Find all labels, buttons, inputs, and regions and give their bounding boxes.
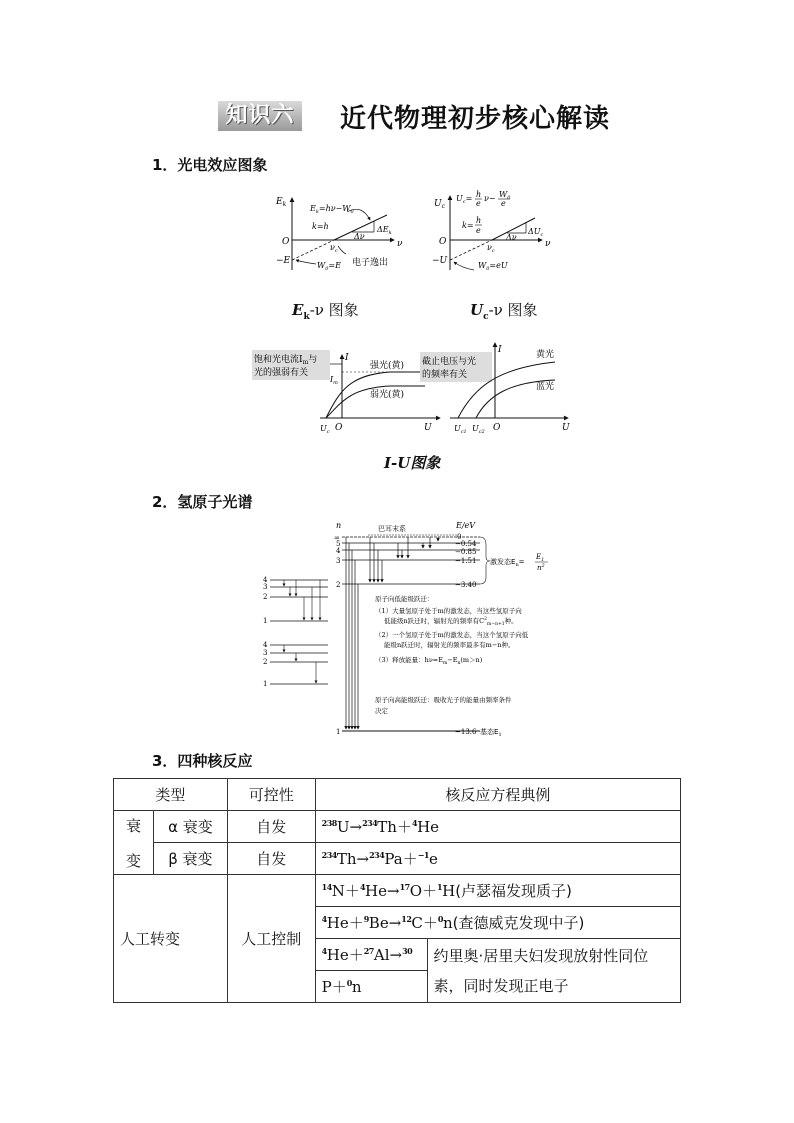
svg-text:h: h [476, 216, 482, 225]
blue-light-label: 蓝光 [536, 382, 555, 392]
uc-caption: $U_c-\nu$ 图象 [470, 301, 538, 322]
balmer-label: 巴耳末系 [378, 525, 406, 533]
curie-equation-part2: P＋$^0$n [315, 971, 427, 1003]
u-axis-label: U [424, 423, 432, 433]
svg-text:3: 3 [263, 583, 268, 591]
curie-equation-part1: $^4$He＋$^{27}$Al→$^{30}$ [315, 939, 427, 971]
delta-nu-label-2: Δν [506, 233, 517, 242]
hydrogen-level-diagram [258, 517, 558, 739]
section-heading-photoelectric: 1．光电效应图象 [152, 156, 268, 174]
table-row-beta [114, 843, 681, 875]
neg-u-label: −U [432, 256, 448, 266]
e-label: E/eV [456, 521, 476, 530]
beta-control: 自发 [227, 843, 315, 875]
origin-label-4: O [493, 423, 501, 433]
svg-text:决定: 决定 [375, 707, 388, 715]
lyman-arrows [346, 537, 358, 729]
weak-light-label: 弱光(黄) [370, 390, 405, 400]
svg-text:2: 2 [263, 593, 268, 601]
n-label: n [336, 521, 342, 530]
svg-text:（1）大量氢原子处于m的激发态，当这些氢原子向: （1）大量氢原子处于m的激发态，当这些氢原子向 [375, 607, 522, 615]
small-level-diagram-a [263, 576, 328, 625]
svg-text:e: e [476, 226, 481, 235]
iu-caption: I-U图象 [384, 454, 441, 472]
svg-text:2: 2 [336, 581, 341, 589]
section-heading-nuclear: 3．四种核反应 [152, 752, 253, 770]
ek-axis-label: $E_k$ [276, 197, 287, 208]
curie-note: 约里奥·居里夫妇发现放射性同位 素，同时发现正电子 [427, 939, 680, 1003]
saturation-note-2: 光的强弱有关 [254, 368, 309, 378]
alpha-equation: $^{238}$U→$^{234}$Th＋$^4$He [315, 811, 680, 843]
svg-text:∞: ∞ [334, 534, 340, 542]
i-axis-label-2: I [498, 345, 502, 355]
uc-equation [456, 190, 511, 235]
svg-text:−1.51: −1.51 [455, 557, 477, 565]
beta-equation: $^{234}$Th→$^{234}$Pa＋$^{-1}$e [315, 843, 680, 875]
ek-caption: $E_k-\nu$ 图象 [292, 301, 359, 322]
artificial-category: 人工转变 [114, 875, 228, 1003]
svg-text:4: 4 [263, 641, 268, 649]
delta-uc-label: $\Delta U_c$ [528, 227, 544, 238]
svg-text:1: 1 [336, 728, 341, 736]
svg-text:原子向高能级跃迁：吸收光子的能量由频率条件: 原子向高能级跃迁：吸收光子的能量由频率条件 [375, 696, 512, 704]
svg-text:原子向低能级跃迁：: 原子向低能级跃迁： [375, 595, 434, 603]
nuc-label-2: $\nu_c$ [487, 243, 495, 254]
svg-text:W0: $W_0$ [499, 190, 511, 201]
ek-nu-graph [272, 190, 412, 275]
header-example: 核反应方程典例 [315, 779, 680, 811]
svg-text:−13.6: −13.6 [455, 728, 477, 736]
saturation-note: 饱和光电流$I_m$与 [254, 355, 318, 366]
section-badge: 知识六 [218, 101, 302, 131]
uc-nu-graph [432, 188, 557, 273]
svg-text:0: 0 [457, 533, 462, 541]
svg-text:4: 4 [263, 576, 268, 584]
excited-state-label: 激发态$E_n=$ [490, 558, 525, 568]
svg-text:1: 1 [263, 680, 268, 688]
svg-text:能级n跃迁时，辐射光的频率最多有m−n种。: 能级n跃迁时，辐射光的频率最多有m−n种。 [384, 641, 515, 649]
table-row-rutherford [114, 875, 681, 907]
small-level-diagram-b [263, 641, 328, 688]
svg-text:−3.40: −3.40 [455, 581, 477, 589]
uc-label: $U_c$ [320, 424, 330, 435]
svg-text:−0.54: −0.54 [455, 540, 477, 548]
origin-label: O [282, 237, 290, 247]
slope-label: k=h [312, 222, 329, 231]
w0-label: $W_0=E$ [317, 261, 341, 272]
svg-text:5: 5 [336, 540, 341, 548]
beta-decay-label: β 衰变 [153, 843, 227, 875]
i-u-graph [250, 340, 580, 435]
table-row-alpha [114, 811, 681, 843]
strong-light-label: 强光(黄) [370, 361, 405, 371]
svg-text:k=: k= [462, 221, 474, 230]
neg-e-label: −E [276, 256, 291, 266]
escape-label: 电子逸出 [352, 258, 389, 268]
uc1-label: $U_{c1}$ [454, 424, 467, 435]
uc-axis-label: $U_c$ [434, 199, 445, 210]
ek-equation: $E_k=h\nu-W_0$ [310, 204, 354, 215]
delta-ek-label: $\Delta E_k$ [377, 225, 392, 236]
svg-text:2: 2 [263, 658, 268, 666]
decay-category: 衰 变 [114, 811, 154, 875]
svg-text:h: h [476, 190, 482, 199]
cutoff-note-2: 的频率有关 [422, 370, 468, 380]
level-n-labels [334, 534, 341, 736]
artificial-control: 人工控制 [227, 875, 315, 1003]
svg-text:4: 4 [336, 547, 341, 555]
excited-numerator: $E_1$ [536, 553, 545, 563]
svg-text:3: 3 [263, 649, 268, 657]
ground-state-label: 基态$E_1$ [480, 728, 502, 738]
excited-denominator: $n^2$ [537, 563, 545, 572]
nu-axis-label: ν [397, 239, 403, 249]
nuc-label: $\nu_c$ [330, 243, 338, 254]
svg-text:低能级n跃迁时，辐射光的频率有C2m−n+1种。: 低能级n跃迁时，辐射光的频率有$C^2_{m-n+1}$种。 [384, 617, 518, 627]
svg-text:−0.85: −0.85 [455, 548, 477, 556]
u-axis-label-2: U [562, 423, 570, 433]
yellow-light-label: 黄光 [536, 350, 555, 360]
alpha-decay-label: α 衰变 [153, 811, 227, 843]
section-heading-hydrogen: 2．氢原子光谱 [152, 493, 253, 511]
nu-axis-label-2: ν [545, 239, 551, 249]
alpha-control: 自发 [227, 811, 315, 843]
svg-text:1: 1 [263, 617, 268, 625]
balmer-arrows [370, 537, 438, 582]
svg-text:e: e [476, 199, 481, 208]
uc2-label: $U_{c2}$ [472, 424, 485, 435]
origin-label-2: O [439, 237, 447, 247]
cutoff-note: 截止电压与光 [422, 357, 477, 367]
svg-text:（3）释放能量：hν=Em−En(m＞n): （3）释放能量：$h\nu=E_m-E_n(m>n)$ [375, 656, 483, 666]
i-axis-label: I [345, 353, 349, 363]
w0-label-2: $W_0=eU$ [478, 261, 508, 272]
origin-label-3: O [335, 423, 343, 433]
im-label: $I_m$ [330, 375, 338, 386]
table-header-row [114, 779, 681, 811]
svg-text:（2）一个氢原子处于m的激发态，当这个氢原子向低: （2）一个氢原子处于m的激发态，当这个氢原子向低 [375, 631, 529, 639]
svg-text:Uc=: $U_c=$ [456, 194, 473, 205]
rutherford-equation: $^{14}$N＋$^4$He→$^{17}$O＋$^1$H(卢瑟福发现质子) [315, 875, 680, 907]
transition-notes [375, 594, 529, 715]
svg-text:e: e [501, 199, 506, 208]
svg-text:3: 3 [336, 557, 341, 565]
chadwick-equation: $^4$He＋$^9$Be→$^{12}$C＋$^0$n(查德威克发现中子) [315, 907, 680, 939]
svg-text:ν−: ν− [484, 194, 496, 203]
page-title: 近代物理初步核心解读 [340, 104, 611, 134]
delta-nu-label: Δν [354, 232, 365, 241]
nuclear-reaction-table [113, 778, 681, 1003]
header-type: 类型 [114, 779, 228, 811]
header-control: 可控性 [227, 779, 315, 811]
